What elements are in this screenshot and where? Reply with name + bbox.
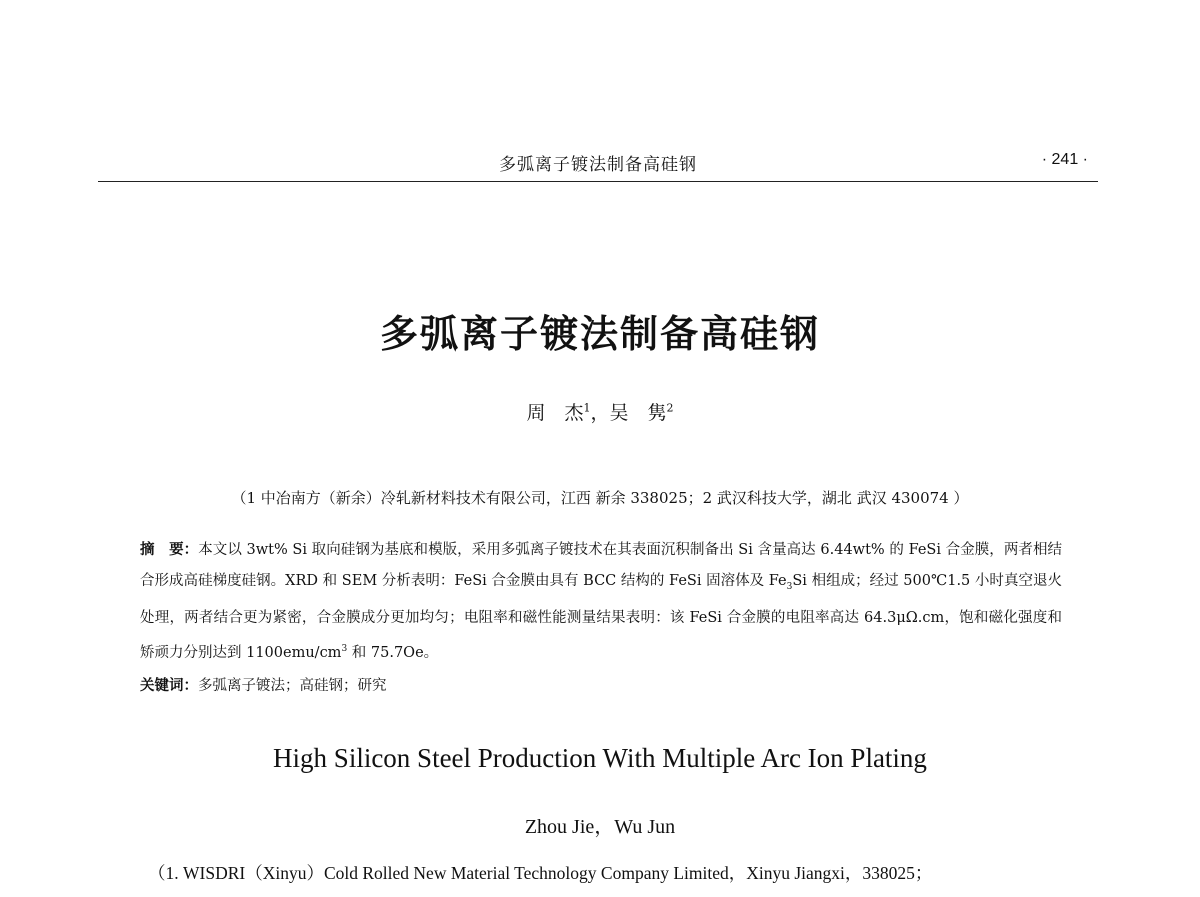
abstract-label: 摘 要：	[140, 541, 199, 558]
authors-en: Zhou Jie，Wu Jun	[524, 816, 676, 838]
author-2-affil-mark: 2	[666, 401, 674, 415]
keywords-text: 多弧离子镀法；高硅钢；研究	[198, 678, 387, 694]
author-2-name: 吴 隽	[609, 402, 667, 424]
author-separator: ，	[590, 402, 610, 424]
running-title: 多弧离子镀法制备高硅钢	[499, 155, 697, 175]
authors-zh	[0, 398, 1200, 425]
author-1-name: 周 杰	[526, 402, 584, 424]
paper-title-en: High Silicon Steel Production With Multiple Arc Ion Plating	[273, 743, 927, 773]
author-1-affil-mark: 1	[583, 401, 591, 415]
keywords	[140, 674, 1062, 695]
paper-title-zh: 多弧离子镀法制备高硅钢	[379, 311, 820, 356]
keywords-label: 关键词：	[140, 677, 198, 694]
running-header	[98, 148, 1098, 182]
abstract-text-2: Si 相组成；经过 500℃1.5 小时真空退火处理，两者结合更为紧密，合金膜成分更加均匀；电阻率和磁性能测量结果表明：该 FeSi 合金膜的电阻率高达 64.3μΩ.cm，饱和磁化强度和矫顽力分别达到 1100emu/cm	[140, 573, 1062, 661]
affiliation-en: （1. WISDRI（Xinyu）Cold Rolled New Material Technology Company Limited，Xinyu Jiangxi，338025；	[148, 863, 933, 883]
abstract-text-3: 和 75.7Oe。	[347, 644, 439, 661]
affiliation-zh: （1 中冶南方（新余）冷轧新材料技术有限公司，江西 新余 338025；2 武汉科技大学，湖北 武汉 430074 ）	[231, 489, 969, 507]
abstract-subscript: 3	[786, 581, 793, 592]
abstract-text-1: 本文以 3wt% Si 取向硅钢为基底和模版，采用多弧离子镀技术在其表面沉积制备出 Si 含量高达 6.44wt% 的 FeSi 合金膜，两者相结合形成高硅梯度硅钢。XRD 和 SEM 分析表明：FeSi 合金膜由具有 BCC 结构的 FeSi 固溶体及 Fe	[140, 542, 1063, 589]
abstract	[140, 534, 1062, 669]
abstract-superscript: 3	[341, 643, 348, 654]
page-number: · 241 ·	[1041, 151, 1088, 168]
